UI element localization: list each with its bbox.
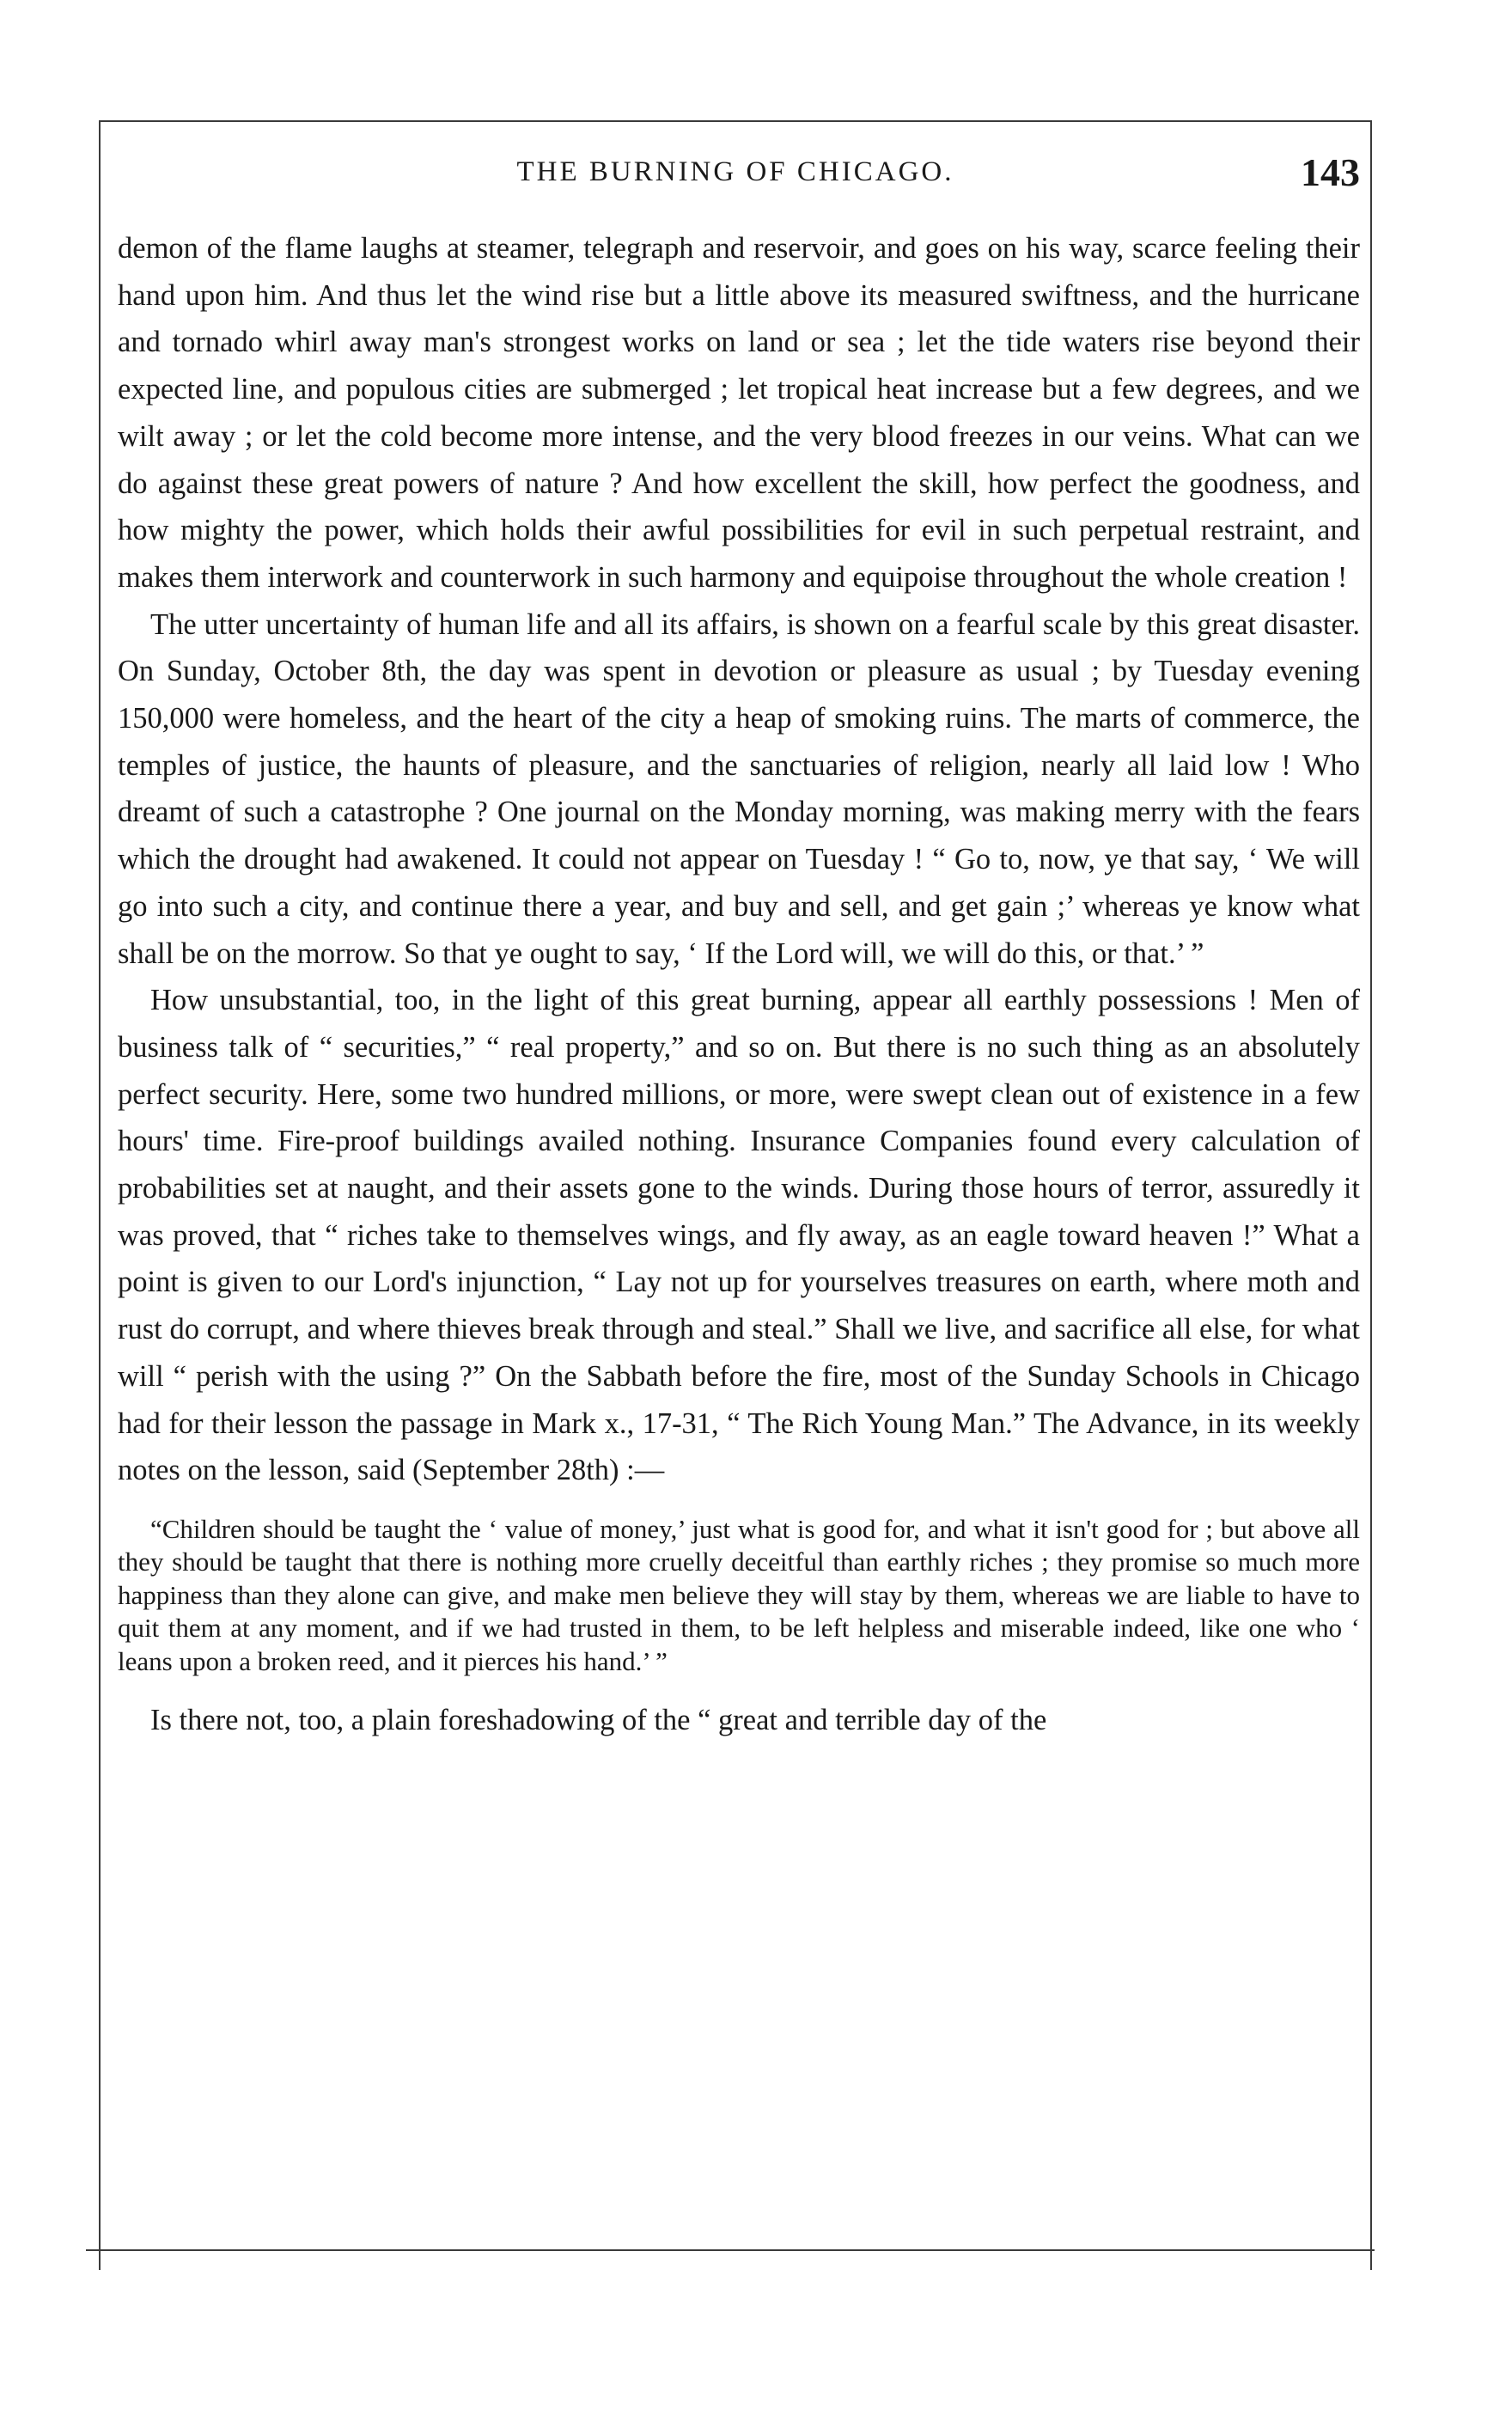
block-quote: “Children should be taught the ‘ value of money,’ just what is good for, and what it isn't good for ; but above all they should be taught that there is nothing more cruelly deceitful than earthly riches ; they promise so much more happiness than they alone can give, and make men believe they will stay by them, whereas we are liable to have to quit them at any moment, and if we had trusted in them, to be left helpless and miserable indeed, like one who ‘ leans upon a broken reed, and it pierces his hand.’ ” (118, 1513, 1360, 1676)
paragraph-1: demon of the flame laughs at steamer, telegraph and reservoir, and goes on his way, scarce feeling their hand upon him. And thus let the wind rise but a little above its measured swiftness, and the hurricane and tornado whirl away man's strongest works on land or sea ; let the tide waters rise beyond their expected line, and populous cities are submerged ; let tropical heat increase but a few degrees, and we wilt away ; or let the cold become more intense, and the very blood freezes in our veins. What can we do against these great powers of nature ? And how excellent the skill, how perfect the goodness, and how mighty the power, which holds their awful possibilities for evil in such perpetual restraint, and makes them interwork and counterwork in such harmony and equipoise throughout the whole creation ! (118, 232, 1360, 594)
bottom-rule (86, 2249, 1375, 2251)
page-header (101, 149, 1370, 201)
paragraph-2: The utter uncertainty of human life and all its affairs, is shown on a fearful scale by this great disaster. On Sunday, October 8th, the day was spent in devotion or pleasure as usual ; by Tuesday evening 150,000 were homeless, and the heart of the city a heap of smoking ruins. The marts of commerce, the temples of justice, the haunts of pleasure, and the sanctuaries of religion, nearly all laid low ! Who dreamt of such a catastrophe ? One journal on the Monday morning, was making merry with the fears which the drought had awakened. It could not appear on Tuesday ! “ Go to, now, ye that say, ‘ We will go into such a city, and continue there a year, and buy and sell, and get gain ;’ whereas ye know what shall be on the morrow. So that ye ought to say, ‘ If the Lord will, we will do this, or that.’ ” (118, 607, 1360, 970)
body-text (118, 225, 1360, 1744)
page-number: 143 (1301, 150, 1360, 194)
paragraph-4: Is there not, too, a plain foreshadowing of the “ great and terrible day of the (150, 1704, 1047, 1737)
page-frame (99, 120, 1372, 2270)
running-title: THE BURNING OF CHICAGO. (516, 156, 954, 187)
paragraph-3: How unsubstantial, too, in the light of this great burning, appear all earthly possessions ! Men of business talk of “ securities,” “ real property,” and so on. But there is no such thing as an absolutely perfect security. Here, some two hundred millions, or more, were swept clean out of existence in a few hours' time. Fire-proof buildings availed nothing. Insurance Companies found every calculation of probabilities set at naught, and their assets gone to the winds. During those hours of terror, assuredly it was proved, that “ riches take to themselves wings, and fly away, as an eagle toward heaven !” What a point is given to our Lord's injunction, “ Lay not up for yourselves treasures on earth, where moth and rust do corrupt, and where thieves break through and steal.” Shall we live, and sacrifice all else, for what will “ perish with the using ?” On the Sabbath before the fire, most of the Sunday Schools in Chicago had for their lesson the passage in Mark x., 17-31, “ The Rich Young Man.” The Advance, in its weekly notes on the lesson, said (September 28th) :— (118, 984, 1360, 1487)
